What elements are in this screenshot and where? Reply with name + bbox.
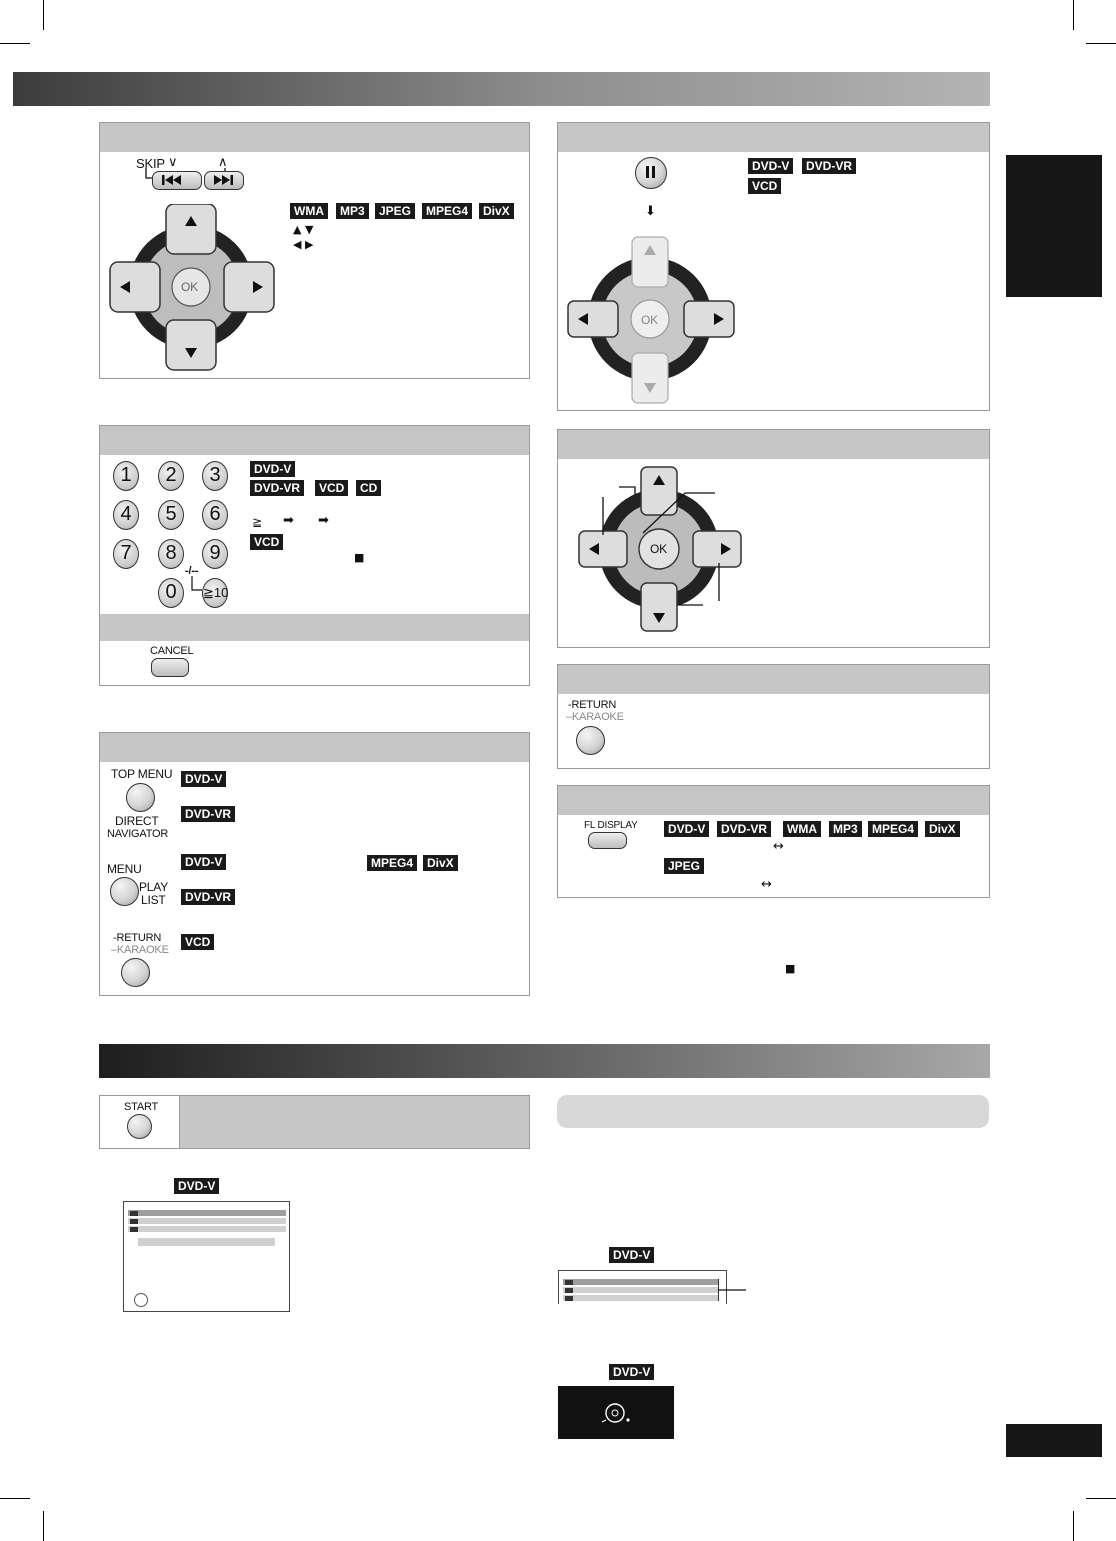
return-button[interactable] [576, 726, 605, 755]
badge-mpeg4: MPEG4 [868, 821, 918, 837]
number-key-5[interactable]: 5 [158, 500, 184, 530]
return-label: -RETURN [113, 932, 162, 944]
crop-mark [1073, 1511, 1074, 1541]
badge-divx: DivX [423, 855, 458, 871]
panel-header [100, 426, 529, 455]
top-menu-button[interactable] [126, 783, 155, 812]
play-icon [565, 1280, 573, 1285]
crop-mark [1073, 0, 1074, 30]
badge-dvd-vr: DVD-VR [802, 158, 856, 174]
panel-header [100, 123, 529, 152]
top-menu-label: TOP MENU [111, 767, 173, 781]
arrow-updown-icon: ▲ ▼ [293, 223, 314, 236]
start-label: START [124, 1101, 159, 1113]
badge-mpeg4: MPEG4 [367, 855, 417, 871]
menu-playlist-button[interactable] [110, 877, 139, 906]
badge-dvd-vr: DVD-VR [250, 480, 304, 496]
badge-dvd-v: DVD-V [181, 771, 226, 787]
badge-dvd-v: DVD-V [664, 821, 709, 837]
disc-icon [558, 1386, 674, 1439]
number-key-6[interactable]: 6 [202, 500, 228, 530]
screen-row [563, 1287, 719, 1293]
callout-line [718, 1284, 748, 1296]
badge-jpeg: JPEG [664, 858, 704, 874]
direct-navigator-label: DIRECT [115, 814, 159, 828]
return-label: -RETURN [568, 699, 617, 711]
pause-button[interactable] [635, 157, 667, 189]
screen-row [128, 1218, 286, 1224]
swap-arrow-icon: ↔ [761, 877, 772, 892]
play-label: PLAY [139, 880, 168, 894]
page-number-tab [1006, 1424, 1102, 1457]
display-icon [130, 1219, 138, 1224]
number-key-3[interactable]: 3 [202, 461, 228, 491]
badge-dvd-v: DVD-V [609, 1364, 654, 1380]
side-tab [1006, 155, 1102, 297]
skip-next-arrow: ∧ [218, 154, 228, 169]
menu-label: MENU [107, 862, 142, 876]
direct-navigator-label: NAVIGATOR [107, 828, 169, 840]
info-header [557, 1095, 989, 1128]
panel-header [558, 123, 989, 152]
dash-connector [190, 576, 210, 596]
display-icon [565, 1288, 573, 1293]
badge-divx: DivX [479, 203, 514, 219]
badge-mpeg4: MPEG4 [422, 203, 472, 219]
badge-dvd-v: DVD-V [609, 1247, 654, 1263]
number-key-4[interactable]: 4 [113, 500, 139, 530]
playback-menu-screen [558, 1270, 727, 1304]
crop-mark [0, 1498, 30, 1499]
badge-vcd: VCD [181, 934, 214, 950]
panel-header [100, 733, 529, 762]
screen-row [563, 1279, 719, 1285]
audio-icon [130, 1227, 138, 1232]
start-panel [99, 1095, 530, 1149]
ok-label: OK [650, 542, 667, 556]
start-button[interactable] [127, 1114, 152, 1139]
screen-row [138, 1238, 275, 1246]
badge-mp3: MP3 [829, 821, 862, 837]
arrow-leftright-icon: ◀ ▶ [293, 238, 314, 251]
karaoke-label: –KARAOKE [566, 711, 624, 723]
cancel-button[interactable] [151, 658, 189, 677]
badge-vcd: VCD [315, 480, 348, 496]
screen-row [563, 1295, 719, 1301]
stop-icon: ■ [354, 551, 365, 564]
badge-dvd-v: DVD-V [174, 1178, 219, 1194]
number-key-8[interactable]: 8 [158, 539, 184, 569]
cancel-header [100, 614, 529, 641]
number-key-ten[interactable]: ≧10 [202, 578, 228, 608]
ok-label: OK [181, 280, 198, 294]
crop-mark [43, 0, 44, 30]
badge-divx: DivX [925, 821, 960, 837]
number-key-2[interactable]: 2 [158, 461, 184, 491]
badge-wma: WMA [290, 203, 328, 219]
osd-display [558, 1386, 674, 1439]
badge-vcd: VCD [748, 178, 781, 194]
return-button[interactable] [121, 958, 150, 987]
badge-mp3: MP3 [336, 203, 369, 219]
fl-display-label: FL DISPLAY [584, 820, 638, 831]
screen-row [128, 1226, 286, 1232]
badge-dvd-vr: DVD-VR [181, 806, 235, 822]
down-arrow-icon: ⬇ [645, 204, 656, 219]
badge-dvd-vr: DVD-VR [181, 889, 235, 905]
audio-icon [565, 1296, 573, 1301]
badge-jpeg: JPEG [375, 203, 415, 219]
badge-dvd-v: DVD-V [181, 854, 226, 870]
number-key-1[interactable]: 1 [113, 461, 139, 491]
dash-label: -/-- [185, 565, 199, 577]
crop-mark [43, 1511, 44, 1541]
play-icon [130, 1211, 138, 1216]
badge-wma: WMA [783, 821, 821, 837]
stop-icon: ■ [785, 962, 796, 975]
panel-header [558, 430, 989, 459]
karaoke-label: –KARAOKE [111, 944, 169, 956]
skip-prev-button[interactable] [152, 171, 202, 190]
crop-mark [1086, 43, 1116, 44]
skip-prev-arrow: ∨ [168, 154, 178, 169]
disc-icon [134, 1293, 148, 1307]
panel-header [558, 665, 989, 694]
right-arrow-icon: ➡ [318, 513, 329, 528]
skip-next-button[interactable] [204, 171, 244, 190]
cancel-label: CANCEL [150, 645, 194, 657]
badge-dvd-v: DVD-V [748, 158, 793, 174]
fl-display-button[interactable] [588, 832, 627, 849]
greater-equal-symbol: ≧ [252, 515, 263, 529]
number-key-0[interactable]: 0 [158, 578, 184, 608]
section-header-bar [99, 1044, 990, 1078]
crop-mark [0, 43, 30, 44]
number-key-7[interactable]: 7 [113, 539, 139, 569]
start-menu-screen [123, 1201, 290, 1312]
page-header-bar [13, 72, 990, 106]
skip-label: SKIP [136, 156, 165, 171]
ok-label: OK [641, 313, 658, 327]
badge-vcd: VCD [250, 534, 283, 550]
crop-mark [1086, 1498, 1116, 1499]
badge-dvd-vr: DVD-VR [717, 821, 771, 837]
list-label: LIST [141, 893, 166, 907]
swap-arrow-icon: ↔ [773, 839, 784, 854]
panel-header [558, 786, 989, 815]
badge-dvd-v: DVD-V [250, 461, 295, 477]
right-arrow-icon: ➡ [283, 513, 294, 528]
badge-cd: CD [356, 480, 381, 496]
screen-row [128, 1210, 286, 1216]
number-key-9[interactable]: 9 [202, 539, 228, 569]
